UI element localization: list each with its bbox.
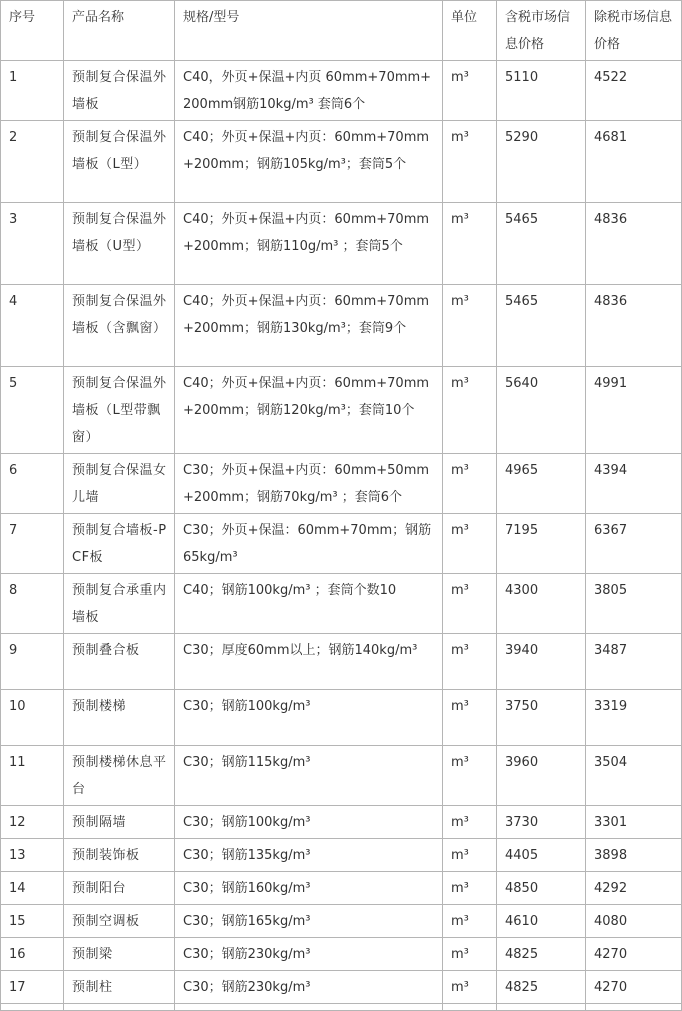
product-unit: m³ bbox=[443, 203, 497, 285]
product-spec: C40；外页+保温+内页：60mm+70mm+200mm；钢筋130kg/m³；套筒9个 bbox=[175, 285, 443, 367]
price-without-tax: 4080 bbox=[586, 905, 682, 938]
price-without-tax bbox=[586, 1004, 682, 1011]
product-name bbox=[64, 1004, 175, 1011]
price-without-tax: 4394 bbox=[586, 454, 682, 514]
price-with-tax: 4300 bbox=[497, 574, 586, 634]
product-unit: m³ bbox=[443, 746, 497, 806]
price-with-tax: 3960 bbox=[497, 746, 586, 806]
price-without-tax: 4270 bbox=[586, 971, 682, 1004]
row-number: 16 bbox=[1, 938, 64, 971]
price-without-tax: 3301 bbox=[586, 806, 682, 839]
product-spec: C30；钢筋230kg/m³ bbox=[175, 938, 443, 971]
price-without-tax: 4270 bbox=[586, 938, 682, 971]
price-with-tax: 5290 bbox=[497, 121, 586, 203]
header-cell-name: 产品名称 bbox=[64, 1, 175, 61]
price-without-tax: 3805 bbox=[586, 574, 682, 634]
product-spec: C30；钢筋165kg/m³ bbox=[175, 905, 443, 938]
header-cell-unit: 单位 bbox=[443, 1, 497, 61]
row-number: 14 bbox=[1, 872, 64, 905]
product-unit: m³ bbox=[443, 690, 497, 746]
product-name: 预制复合保温外墙板（L型） bbox=[64, 121, 175, 203]
product-unit: m³ bbox=[443, 514, 497, 574]
price-with-tax: 5465 bbox=[497, 285, 586, 367]
product-spec: C30；厚度60mm以上；钢筋140kg/m³ bbox=[175, 634, 443, 690]
row-number: 12 bbox=[1, 806, 64, 839]
row-number: 4 bbox=[1, 285, 64, 367]
price-with-tax: 3750 bbox=[497, 690, 586, 746]
product-name: 预制梁 bbox=[64, 938, 175, 971]
price-without-tax: 4991 bbox=[586, 367, 682, 454]
table-row bbox=[1, 514, 682, 574]
row-number: 15 bbox=[1, 905, 64, 938]
product-spec: C40，外页+保温+内页 60mm+70mm+200mm钢筋10kg/m³ 套筒6个 bbox=[175, 61, 443, 121]
product-name: 预制复合保温外墙板（含飘窗） bbox=[64, 285, 175, 367]
table-row bbox=[1, 839, 682, 872]
table-row bbox=[1, 690, 682, 746]
table-row bbox=[1, 1004, 682, 1011]
product-unit: m³ bbox=[443, 806, 497, 839]
product-spec: C30；钢筋100kg/m³ bbox=[175, 690, 443, 746]
header-cell-spec: 规格/型号 bbox=[175, 1, 443, 61]
price-with-tax bbox=[497, 1004, 586, 1011]
price-without-tax: 4836 bbox=[586, 203, 682, 285]
row-number: 10 bbox=[1, 690, 64, 746]
row-number: 2 bbox=[1, 121, 64, 203]
product-spec: C40；外页+保温+内页：60mm+70mm+200mm；钢筋120kg/m³；套筒10个 bbox=[175, 367, 443, 454]
price-without-tax: 4292 bbox=[586, 872, 682, 905]
product-unit: m³ bbox=[443, 367, 497, 454]
table-row bbox=[1, 454, 682, 514]
product-unit bbox=[443, 1004, 497, 1011]
row-number: 13 bbox=[1, 839, 64, 872]
product-name: 预制复合保温女儿墙 bbox=[64, 454, 175, 514]
table-row bbox=[1, 971, 682, 1004]
price-with-tax: 5640 bbox=[497, 367, 586, 454]
product-unit: m³ bbox=[443, 634, 497, 690]
product-name: 预制柱 bbox=[64, 971, 175, 1004]
product-name: 预制复合承重内墙板 bbox=[64, 574, 175, 634]
price-with-tax: 7195 bbox=[497, 514, 586, 574]
product-name: 预制阳台 bbox=[64, 872, 175, 905]
product-unit: m³ bbox=[443, 839, 497, 872]
table-row bbox=[1, 203, 682, 285]
price-with-tax: 5465 bbox=[497, 203, 586, 285]
table-row bbox=[1, 872, 682, 905]
product-spec: C30；钢筋135kg/m³ bbox=[175, 839, 443, 872]
table-row bbox=[1, 905, 682, 938]
product-name: 预制装饰板 bbox=[64, 839, 175, 872]
product-unit: m³ bbox=[443, 454, 497, 514]
product-name: 预制楼梯 bbox=[64, 690, 175, 746]
table-row bbox=[1, 121, 682, 203]
row-number: 7 bbox=[1, 514, 64, 574]
product-spec: C30；钢筋160kg/m³ bbox=[175, 872, 443, 905]
price-without-tax: 3319 bbox=[586, 690, 682, 746]
row-number: 8 bbox=[1, 574, 64, 634]
product-name: 预制隔墙 bbox=[64, 806, 175, 839]
row-number: 3 bbox=[1, 203, 64, 285]
product-unit: m³ bbox=[443, 872, 497, 905]
price-without-tax: 6367 bbox=[586, 514, 682, 574]
row-number: 11 bbox=[1, 746, 64, 806]
price-with-tax: 4610 bbox=[497, 905, 586, 938]
product-spec bbox=[175, 1004, 443, 1011]
price-without-tax: 4522 bbox=[586, 61, 682, 121]
row-number: 5 bbox=[1, 367, 64, 454]
price-without-tax: 3504 bbox=[586, 746, 682, 806]
price-without-tax: 3898 bbox=[586, 839, 682, 872]
product-spec: C40；外页+保温+内页：60mm+70mm+200mm；钢筋110g/m³ ；套筒5个 bbox=[175, 203, 443, 285]
table-row bbox=[1, 61, 682, 121]
product-name: 预制复合墙板-PCF板 bbox=[64, 514, 175, 574]
table-row bbox=[1, 367, 682, 454]
price-with-tax: 4825 bbox=[497, 971, 586, 1004]
product-name: 预制复合保温外墙板 bbox=[64, 61, 175, 121]
product-name: 预制空调板 bbox=[64, 905, 175, 938]
row-number bbox=[1, 1004, 64, 1011]
product-name: 预制复合保温外墙板（U型） bbox=[64, 203, 175, 285]
product-unit: m³ bbox=[443, 938, 497, 971]
product-spec: C40；钢筋100kg/m³ ；套筒个数10 bbox=[175, 574, 443, 634]
price-with-tax: 5110 bbox=[497, 61, 586, 121]
product-spec: C30；钢筋115kg/m³ bbox=[175, 746, 443, 806]
table-row bbox=[1, 806, 682, 839]
product-unit: m³ bbox=[443, 905, 497, 938]
product-spec: C40；外页+保温+内页：60mm+70mm+200mm；钢筋105kg/m³；套筒5个 bbox=[175, 121, 443, 203]
product-spec: C30；钢筋230kg/m³ bbox=[175, 971, 443, 1004]
header-cell-price-tax: 含税市场信息价格 bbox=[497, 1, 586, 61]
price-with-tax: 4405 bbox=[497, 839, 586, 872]
product-unit: m³ bbox=[443, 285, 497, 367]
product-name: 预制复合保温外墙板（L型带飘窗） bbox=[64, 367, 175, 454]
product-name: 预制楼梯休息平台 bbox=[64, 746, 175, 806]
product-unit: m³ bbox=[443, 121, 497, 203]
table-row bbox=[1, 574, 682, 634]
table-row bbox=[1, 746, 682, 806]
price-with-tax: 3940 bbox=[497, 634, 586, 690]
price-with-tax: 4965 bbox=[497, 454, 586, 514]
price-with-tax: 4850 bbox=[497, 872, 586, 905]
table-row bbox=[1, 634, 682, 690]
product-spec: C30；外页+保温+内页：60mm+50mm+200mm；钢筋70kg/m³ ；套筒6个 bbox=[175, 454, 443, 514]
price-without-tax: 4836 bbox=[586, 285, 682, 367]
product-unit: m³ bbox=[443, 61, 497, 121]
price-with-tax: 4825 bbox=[497, 938, 586, 971]
row-number: 9 bbox=[1, 634, 64, 690]
price-without-tax: 3487 bbox=[586, 634, 682, 690]
row-number: 17 bbox=[1, 971, 64, 1004]
table-row bbox=[1, 285, 682, 367]
product-spec: C30；外页+保温：60mm+70mm；钢筋65kg/m³ bbox=[175, 514, 443, 574]
header-cell-price-notax: 除税市场信息价格 bbox=[586, 1, 682, 61]
row-number: 1 bbox=[1, 61, 64, 121]
row-number: 6 bbox=[1, 454, 64, 514]
product-spec: C30；钢筋100kg/m³ bbox=[175, 806, 443, 839]
table-row bbox=[1, 938, 682, 971]
price-without-tax: 4681 bbox=[586, 121, 682, 203]
header-row bbox=[1, 1, 682, 61]
header-cell-no: 序号 bbox=[1, 1, 64, 61]
product-unit: m³ bbox=[443, 574, 497, 634]
product-name: 预制叠合板 bbox=[64, 634, 175, 690]
price-with-tax: 3730 bbox=[497, 806, 586, 839]
product-unit: m³ bbox=[443, 971, 497, 1004]
